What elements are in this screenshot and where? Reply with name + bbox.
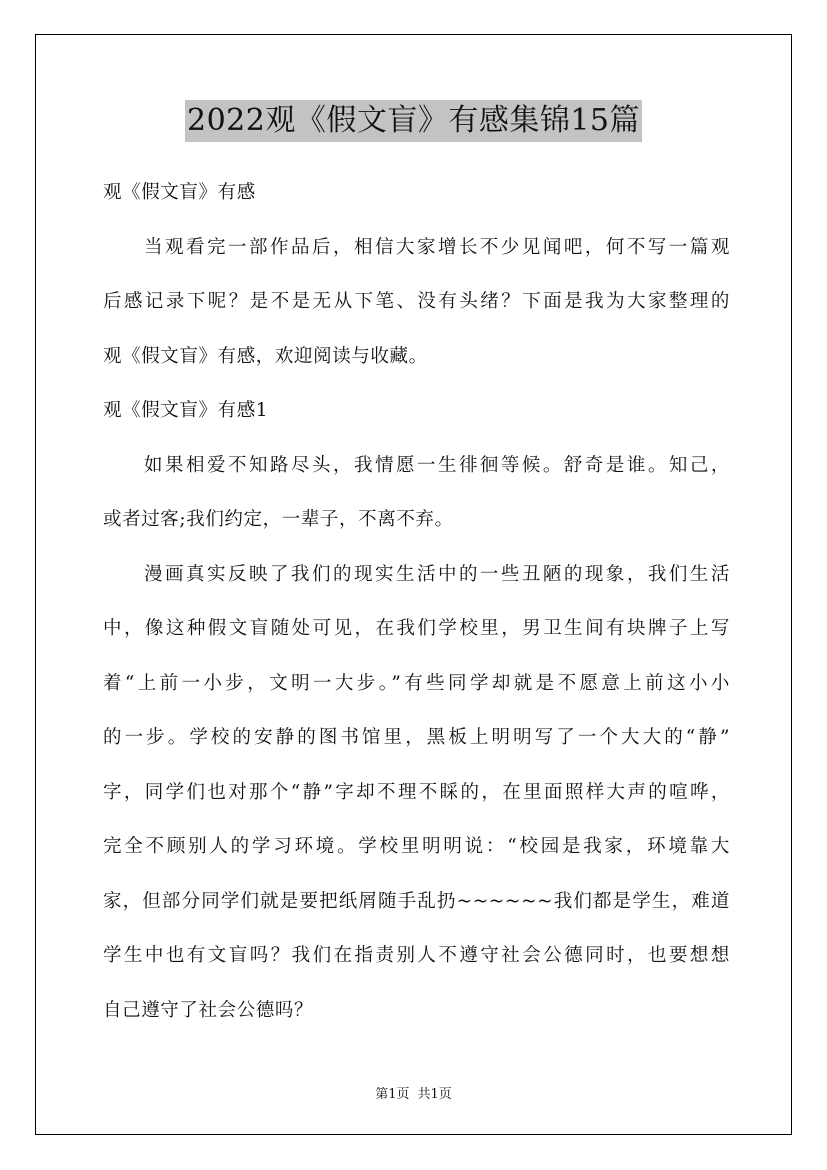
section-heading: 观《假文盲》有感 xyxy=(103,182,256,203)
document-body xyxy=(103,166,730,1038)
page-footer xyxy=(0,1083,827,1102)
paragraph-line: 漫画真实反映了我们的现实生活中的一些丑陋的现象，我们生活 xyxy=(144,563,730,585)
paragraph-line: 后感记录下呢？是不是无从下笔、没有头绪？下面是我为大家整理的 xyxy=(103,291,730,312)
paragraph-line: 的一步。学校的安静的图书馆里，黑板上明明写了一个大大的“静” xyxy=(103,727,730,748)
paragraph-line: 当观看完一部作品后，相信大家增长不少见闻吧，何不写一篇观 xyxy=(144,236,730,258)
paragraph-line: 自己遵守了社会公德吗？ xyxy=(103,999,314,1021)
paragraph-line: 家，但部分同学们就是要把纸屑随手乱扔~~~~~~我们都是学生，难道 xyxy=(103,890,730,912)
paragraph-line: 观《假文盲》有感，欢迎阅读与收藏。 xyxy=(103,345,428,367)
paragraph-line: 如果相爱不知路尽头，我情愿一生徘徊等候。舒奇是谁。知己， xyxy=(144,454,730,476)
paragraph-line: 或者过客;我们约定，一辈子，不离不弃。 xyxy=(103,509,454,530)
paragraph-line: 完全不顾别人的学习环境。学校里明明说：“校园是我家，环境靠大 xyxy=(103,836,730,857)
document-title: 2022观《假文盲》有感集锦15篇 xyxy=(185,100,642,142)
title-container xyxy=(0,100,827,142)
paragraph-line: 中，像这种假文盲随处可见，在我们学校里，男卫生间有块牌子上写 xyxy=(103,618,730,639)
page-number: 第1页 xyxy=(375,1087,410,1102)
page-total: 共1页 xyxy=(417,1087,452,1102)
paragraph-line: 学生中也有文盲吗？我们在指责别人不遵守社会公德同时，也要想想 xyxy=(103,945,730,966)
section-heading: 观《假文盲》有感1 xyxy=(103,400,269,421)
paragraph-line: 字，同学们也对那个“静”字却不理不睬的，在里面照样大声的喧哗， xyxy=(103,781,730,803)
paragraph-line: 着“上前一小步，文明一大步。”有些同学却就是不愿意上前这小小 xyxy=(103,672,730,694)
